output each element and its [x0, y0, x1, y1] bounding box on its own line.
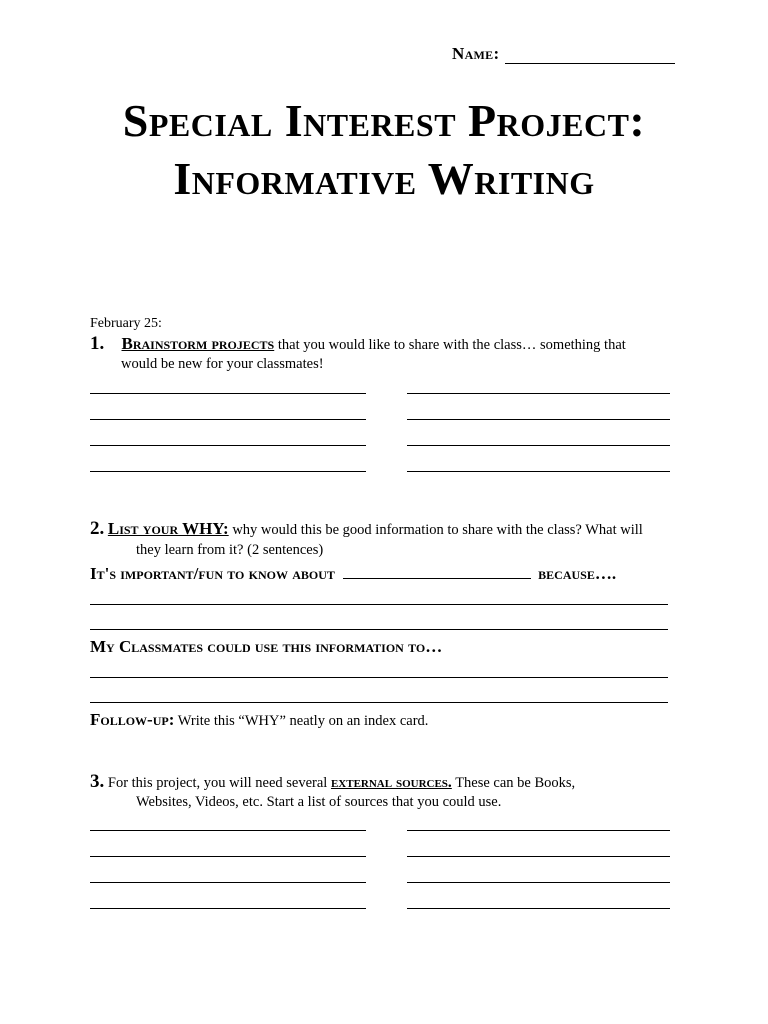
q3-number: 3. — [90, 771, 105, 792]
classmates-prompt — [90, 636, 442, 659]
q3-answer-line[interactable] — [90, 856, 366, 857]
name-label: Name: — [452, 44, 500, 63]
q1-text: that you would like to share with the class… something that — [277, 337, 626, 353]
q2-prompt-row — [90, 563, 616, 586]
date-label: February 25: — [90, 316, 162, 331]
q3-text-cont: Websites, Videos, etc. Start a list of sources that you could use. — [136, 794, 502, 810]
q2-answer-line[interactable] — [90, 702, 668, 703]
q1-answer-line[interactable] — [407, 445, 670, 446]
q2-answer-line[interactable] — [90, 629, 668, 630]
q3-answer-line[interactable] — [407, 908, 670, 909]
q3-answer-line[interactable] — [407, 830, 670, 831]
q1-heading: Brainstorm projects — [121, 334, 275, 353]
q2-prompt-end: because…. — [538, 564, 617, 583]
followup-label: Follow-up: — [90, 710, 175, 729]
q2-heading: List your WHY: — [107, 519, 229, 538]
q3-answer-line[interactable] — [407, 882, 670, 883]
page-title — [0, 92, 768, 208]
q3-answer-line[interactable] — [90, 830, 366, 831]
q2-number: 2. — [90, 518, 105, 539]
q3-heading: external sources. — [330, 774, 452, 791]
q1-text-cont: would be new for your classmates! — [121, 356, 324, 372]
topic-blank[interactable] — [343, 564, 531, 579]
q3-answer-line[interactable] — [407, 856, 670, 857]
q1-answer-line[interactable] — [90, 445, 366, 446]
q2-text-cont: they learn from it? (2 sentences) — [136, 542, 324, 558]
q1-answer-line[interactable] — [90, 393, 366, 394]
q2-answer-line[interactable] — [90, 677, 668, 678]
classmates-prompt-text: My Classmates could use this information to… — [90, 637, 443, 656]
q3-answer-line[interactable] — [90, 882, 366, 883]
name-blank[interactable] — [505, 47, 675, 64]
q3-answer-line[interactable] — [90, 908, 366, 909]
q1-answer-line[interactable] — [90, 471, 366, 472]
name-field[interactable] — [452, 44, 675, 64]
q1-number: 1. — [90, 333, 105, 354]
q1-answer-line[interactable] — [90, 419, 366, 420]
question-3 — [90, 771, 575, 794]
question-2 — [90, 518, 643, 541]
title-line-2: Informative Writing — [173, 153, 595, 204]
followup-row — [90, 709, 428, 732]
q2-answer-line[interactable] — [90, 604, 668, 605]
q1-answer-line[interactable] — [407, 393, 670, 394]
q3-text-end: These can be Books, — [455, 775, 576, 791]
followup-text: Write this “WHY” neatly on an index card. — [177, 713, 429, 729]
q1-answer-line[interactable] — [407, 471, 670, 472]
title-line-1: Special Interest Project: — [122, 95, 646, 146]
question-1 — [90, 333, 626, 356]
q1-answer-line[interactable] — [407, 419, 670, 420]
q3-text-start: For this project, you will need several — [107, 775, 328, 791]
q2-prompt-start: It's important/fun to know about — [90, 564, 335, 583]
q2-text: why would this be good information to share with the class? What will — [232, 522, 643, 538]
